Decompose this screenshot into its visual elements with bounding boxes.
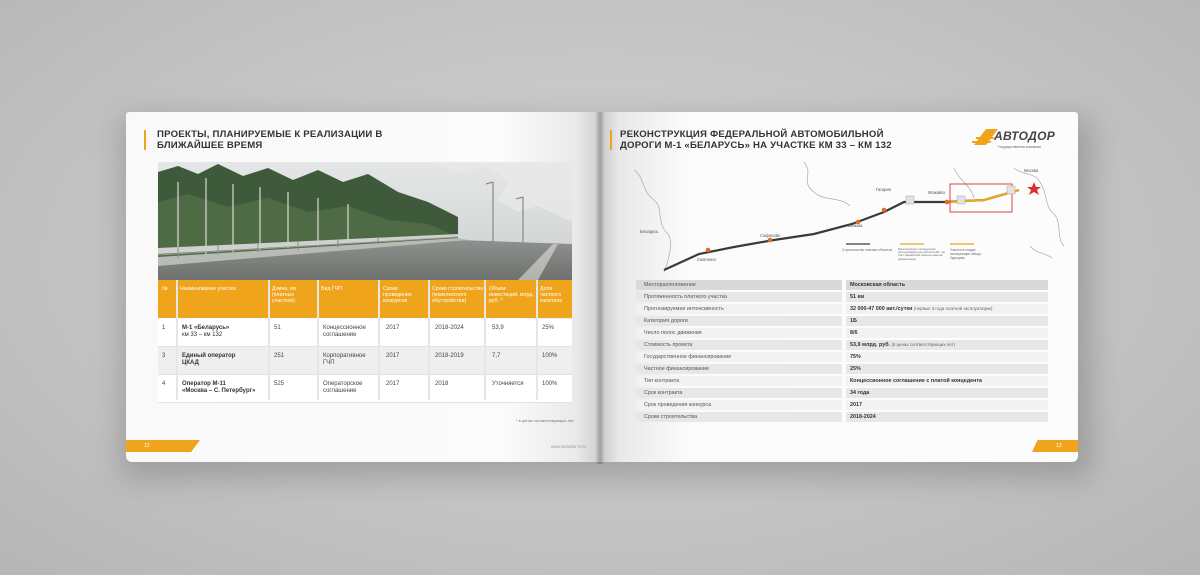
footnote: * в ценах соответствующих лет <box>516 418 574 423</box>
info-row <box>636 304 1048 315</box>
row-length: 51 <box>274 325 281 331</box>
info-key: Государственное финансирование <box>636 352 842 362</box>
row-investment: 7,7 <box>492 353 501 359</box>
page-tab <box>126 440 200 452</box>
info-value-note: (в ценах соответствующих лет) <box>891 342 956 347</box>
row-name <box>182 353 235 367</box>
header-length: Длина, км (платных участков) <box>272 286 296 304</box>
row-construction: 2018 <box>435 381 449 387</box>
row-name-line1: М-1 «Беларусь» <box>182 325 230 331</box>
highway-photo-illustration <box>158 162 572 280</box>
info-row <box>636 352 1048 363</box>
logo-subtitle: Государственная компания <box>998 145 1041 149</box>
logo-name: АВТОДОР <box>994 129 1056 143</box>
row-construction: 2018-2019 <box>435 353 464 359</box>
info-value: 2018-2024 <box>846 412 1048 422</box>
info-value: 2017 <box>846 400 1048 410</box>
row-investment: 53,9 <box>492 325 504 331</box>
header-construction: Сроки строительства (комплексного обустройства) <box>432 286 484 304</box>
website-url: www.avtodor-tr.ru <box>551 444 587 449</box>
info-value: 1Б <box>846 316 1048 326</box>
row-share: 100% <box>542 381 558 387</box>
map-label-smolensk: Смоленск <box>697 257 717 262</box>
info-key: Категория дороги <box>636 316 842 326</box>
info-row <box>636 400 1048 411</box>
row-ppp <box>323 353 366 367</box>
left-title-line2: БЛИЖАЙШЕЕ ВРЕМЯ <box>157 140 263 151</box>
row-name <box>182 325 229 339</box>
info-row <box>636 280 1048 291</box>
row-tender: 2017 <box>386 325 400 331</box>
info-value: 75% <box>846 352 1048 362</box>
column-divider <box>268 280 270 400</box>
row-ppp-line1: Операторское <box>323 381 363 387</box>
column-divider <box>176 280 178 400</box>
title-accent-bar <box>610 130 612 150</box>
info-row <box>636 316 1048 327</box>
right-title-line1: РЕКОНСТРУКЦИЯ ФЕДЕРАЛЬНОЙ АВТОМОБИЛЬНОЙ <box>620 129 884 140</box>
row-ppp <box>323 325 366 339</box>
legend-reconstruction: Реконструкция с последующей эксплуатацией (для участка км 84 – км 132 с разработкой проектно-сметной документации) <box>898 248 945 261</box>
row-number: 1 <box>162 325 166 331</box>
row-number: 4 <box>162 381 166 387</box>
info-value <box>846 304 1048 314</box>
map-label-mozhaysk: Можайск <box>928 190 946 195</box>
map-label-gagarin: Гагарин <box>876 187 892 192</box>
page-number: 12 <box>144 443 150 449</box>
info-key: Протяженность платного участка <box>636 292 842 302</box>
info-value: Московская область <box>846 280 1048 290</box>
info-key: Срок контракта <box>636 388 842 398</box>
info-key: Сроки строительства <box>636 412 842 422</box>
table-row <box>158 347 572 375</box>
row-length: 525 <box>274 381 285 387</box>
right-page <box>600 112 1078 462</box>
row-length: 251 <box>274 353 285 359</box>
table-row <box>158 319 572 347</box>
header-name: Наименование участка <box>180 286 236 292</box>
info-key: Число полос движения <box>636 328 842 338</box>
avtodor-logo <box>972 127 1070 157</box>
info-value-main: 32 000-47 000 авт./сутки <box>850 306 913 312</box>
map-label-vyazma: Вязьма <box>848 223 863 228</box>
info-row <box>636 292 1048 303</box>
row-number: 3 <box>162 353 166 359</box>
header-investment: Объем инвестиций, млрд. руб. * <box>489 286 534 304</box>
row-ppp-line2: ГЧП <box>323 360 335 366</box>
info-value-note: (первые 3 года платной эксплуатации) <box>913 306 993 311</box>
info-key: Срок проведения конкурса <box>636 400 842 410</box>
header-tender: Сроки проведения конкурсов <box>383 286 412 304</box>
map-label-moscow: Москва <box>1024 168 1039 173</box>
row-ppp-line2: соглашение <box>323 332 357 338</box>
row-share: 100% <box>542 353 558 359</box>
info-key: Тип контракта <box>636 376 842 386</box>
column-divider <box>536 280 538 400</box>
left-page <box>126 112 600 462</box>
info-row <box>636 364 1048 375</box>
row-name-line2: км 33 – км 132 <box>182 332 223 338</box>
header-private-share: Доля частного капитала <box>540 286 563 304</box>
column-divider <box>317 280 319 400</box>
row-investment: Уточняется <box>492 381 524 387</box>
row-name-line1: Оператор М-11 <box>182 381 226 387</box>
info-value: 25% <box>846 364 1048 374</box>
page-tab <box>1032 440 1078 452</box>
header-number: № <box>162 286 168 292</box>
right-title-line2: ДОРОГИ М-1 «БЕЛАРУСЬ» НА УЧАСТКЕ КМ 33 – КМ 132 <box>620 140 892 151</box>
title-accent-bar <box>144 130 146 150</box>
info-key: Месторасположение <box>636 280 842 290</box>
row-tender: 2017 <box>386 381 400 387</box>
row-ppp <box>323 381 363 395</box>
row-ppp-line1: Концессионное <box>323 325 366 331</box>
info-row <box>636 376 1048 387</box>
row-name-line2: «Москва – С. Петербург» <box>182 388 256 394</box>
header-ppp-type: Вид ГЧП <box>321 286 342 292</box>
left-title-line1: ПРОЕКТЫ, ПЛАНИРУЕМЫЕ К РЕАЛИЗАЦИИ В <box>157 129 383 140</box>
info-value: 34 года <box>846 388 1048 398</box>
left-page-title <box>157 129 383 151</box>
row-ppp-line1: Корпоративное <box>323 353 366 359</box>
table-row <box>158 375 572 403</box>
info-value: 8/6 <box>846 328 1048 338</box>
info-row <box>636 388 1048 399</box>
info-key: Стоимость проекта <box>636 340 842 350</box>
legend-operation: Участки в стадии эксплуатации обход г. Одинцово <box>950 248 983 260</box>
column-divider <box>484 280 486 400</box>
book-spine <box>596 112 604 464</box>
info-value <box>846 340 1048 350</box>
projects-table-header <box>158 280 572 318</box>
row-construction: 2018-2024 <box>435 325 464 331</box>
info-value-main: 53,9 млрд. руб. <box>850 342 891 348</box>
map-label-belarus: Беларусь <box>640 229 659 234</box>
info-row <box>636 328 1048 339</box>
legend-toll-construction: Строительство платных объектов <box>842 248 892 252</box>
highway-photo <box>158 162 572 280</box>
info-row <box>636 340 1048 351</box>
row-share: 25% <box>542 325 555 331</box>
info-value: Концессионное соглашение с платой концедента <box>846 376 1048 386</box>
column-divider <box>428 280 430 400</box>
info-row <box>636 412 1048 423</box>
info-key: Прогнозируемая интенсивность <box>636 304 842 314</box>
column-divider <box>378 280 380 400</box>
row-tender: 2017 <box>386 353 400 359</box>
row-name-line2: ЦКАД <box>182 360 199 366</box>
info-value: 51 км <box>846 292 1048 302</box>
right-page-title <box>620 129 892 151</box>
row-ppp-line2: соглашение <box>323 388 357 394</box>
page-number: 13 <box>1056 443 1062 449</box>
info-key: Частное финансирование <box>636 364 842 374</box>
map-label-safonovo: Сафоново <box>760 233 781 238</box>
row-name <box>182 381 255 395</box>
row-name-line1: Единый оператор <box>182 353 236 359</box>
route-map <box>624 162 1074 280</box>
